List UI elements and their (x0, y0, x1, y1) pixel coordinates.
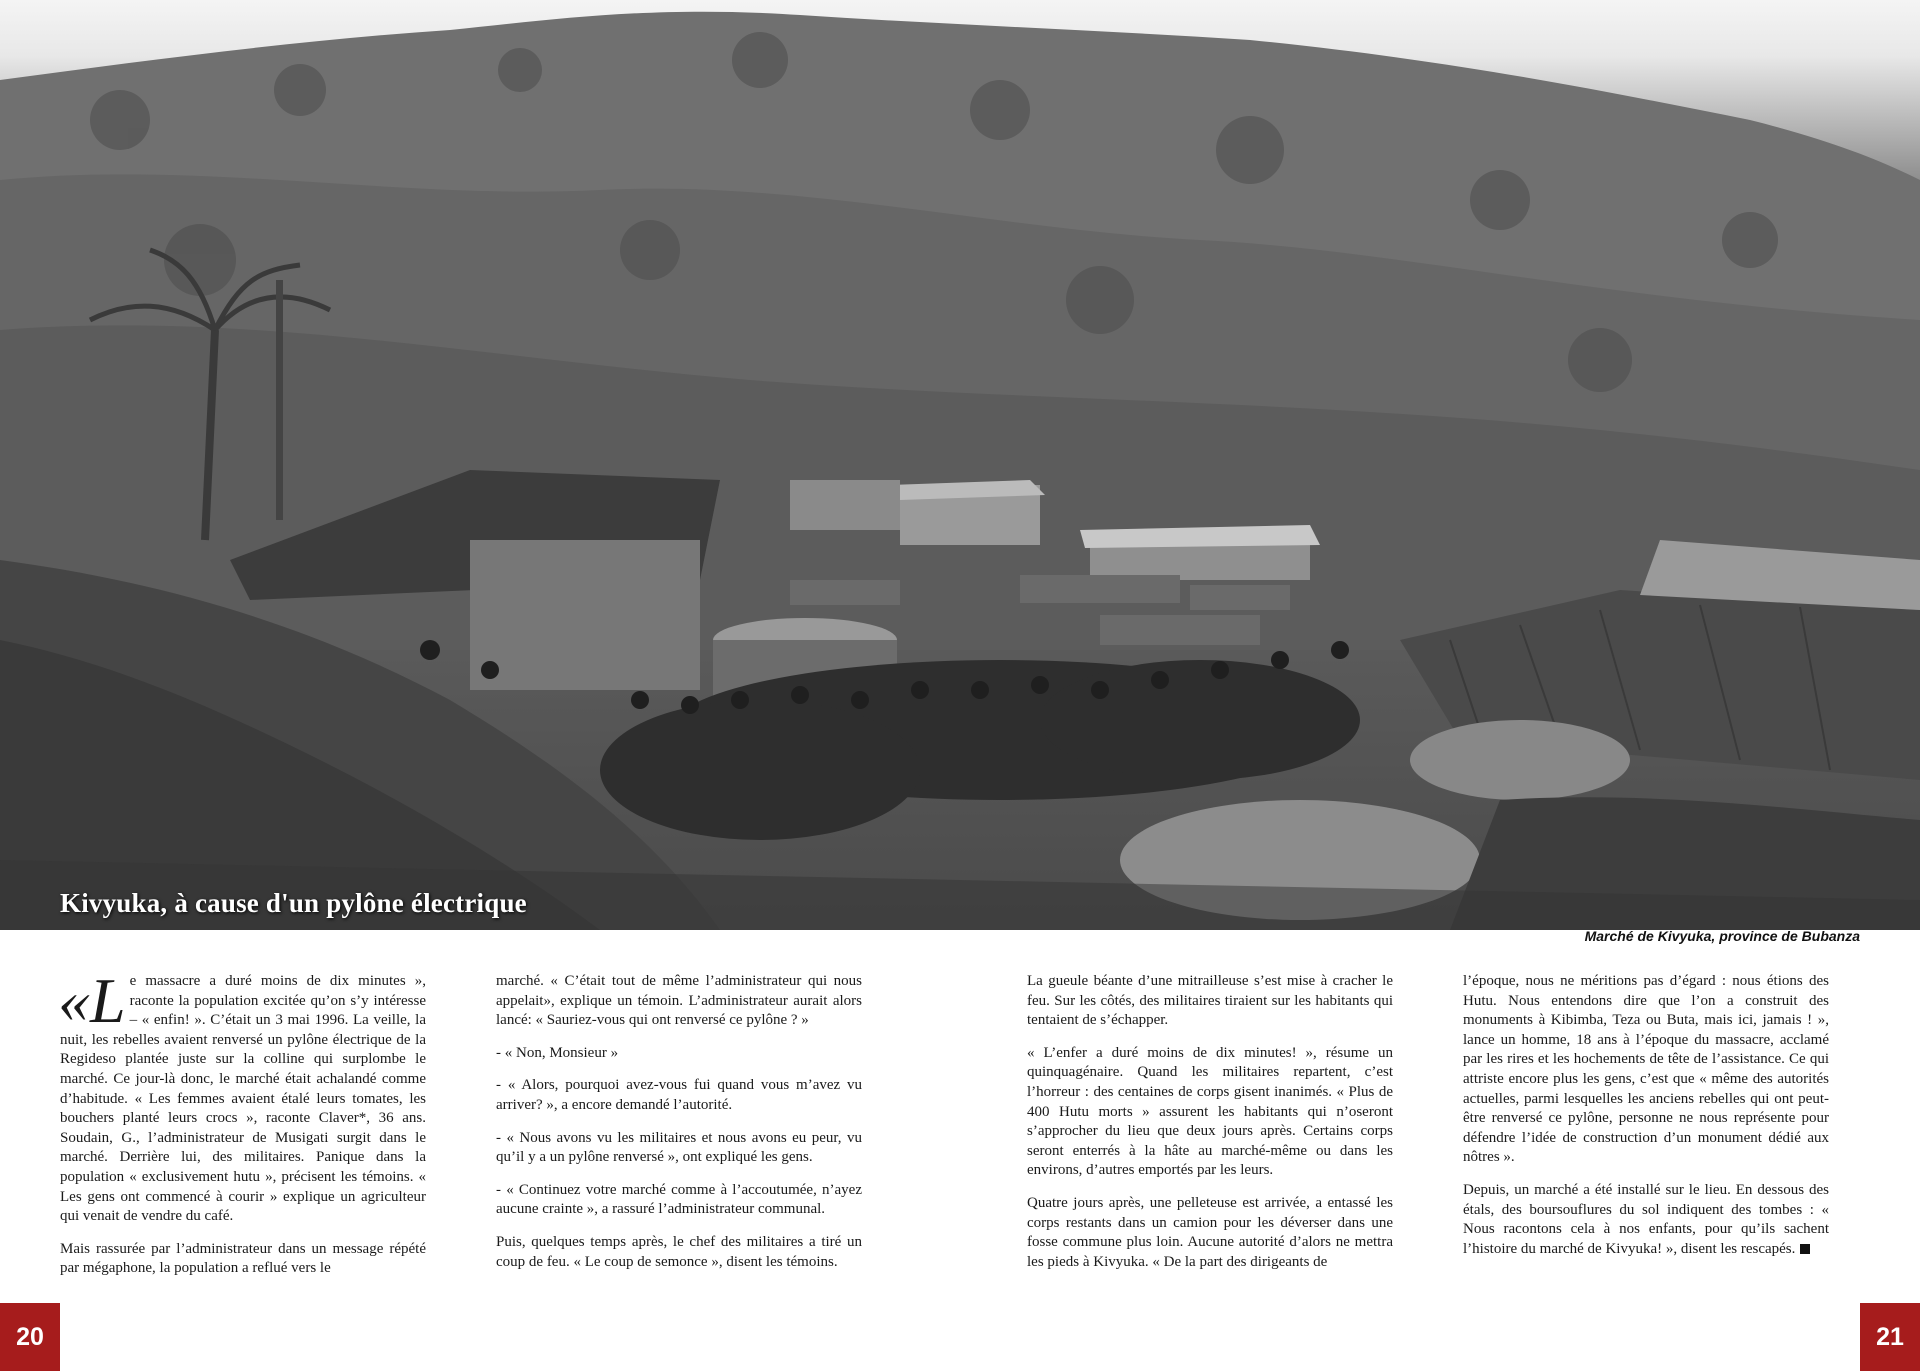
paragraph (1463, 1181, 1829, 1259)
paragraph-text: La gueule béante d’une mitrailleuse s’est mise à cracher le feu. Sur les côtés, des militaires tiraient sur les habitants qui tentaient de s’échapper. (1027, 973, 1393, 1029)
paragraph (496, 1044, 862, 1064)
paragraph (496, 1076, 862, 1115)
paragraph (1027, 1044, 1393, 1181)
end-mark-icon (1800, 1244, 1810, 1254)
paragraph-text: « L’enfer a duré moins de dix minutes! », résume un quinquagénaire. Quand les militaires repartent, c’est l’horreur : des centaines de corps gisent inanimés. « Plus de 400 Hutu morts » assurent les habitants qui n’oseront s’approcher du lieu que deux jours après. Certains corps seront enterrés à la hâte au marché-même ou dans les environs, d’autres emportés par les leurs. (1027, 1044, 1393, 1179)
page-number-left: 20 (0, 1303, 60, 1371)
page-number-right: 21 (1860, 1303, 1920, 1371)
paragraph-text: - « Non, Monsieur » (496, 1044, 619, 1061)
paragraph-text: - « Continuez votre marché comme à l’accoutumée, n’ayez aucune crainte », a rassuré l’administrateur communal. (496, 1181, 862, 1218)
article-title: Kivyuka, à cause d'un pylône électrique (60, 888, 527, 918)
text-column-1 (58, 965, 426, 1292)
paragraph-text: Depuis, un marché a été installé sur le lieu. En dessous des étals, des boursouflures du sol indiquent des tombes : « Nous racontons cela à nos enfants, pour qu’ils sachent l’histoire du marché de Kivyuka! », disent les rescapés. (1463, 1181, 1829, 1257)
paragraph-text: e massacre a duré moins de dix minutes », raconte la population excitée qu’on s’y intéresse – « enfin! ». C’était un 3 mai 1996. La veille, la nuit, les rebelles avaient renversé un pylône électrique de la Regideso plantée juste sur la colline qui surplombe le marché. Ce jour-là donc, le marché était achalandé comme d’habitude. « Les femmes avaient étalé leurs tomates, les bouchers planté leurs crocs », raconte Claver*, 36 ans. Soudain, G., l’administrateur de Musigati surgit dans le marché. Derrière lui, des militaires. Panique dans la population « exclusivement hutu », précisent les témoins. « Les gens ont commencé à courir » explique un agriculteur qui venait de vendre du café. (60, 973, 426, 1225)
paragraph (496, 1233, 862, 1272)
paragraph (1027, 1194, 1393, 1272)
paragraph-text: marché. « C’était tout de même l’administrateur qui nous appelait», explique un témoin. L’administrateur aurait alors lancé: « Sauriez-vous qui ont renversé ce pylône ? » (496, 973, 862, 1029)
drop-cap: «L (58, 965, 126, 1036)
paragraph-text: Puis, quelques temps après, le chef des militaires a tiré un coup de feu. « Le coup de semonce », disent les témoins. (496, 1233, 862, 1270)
paragraph-text: Mais rassurée par l’administrateur dans un message répété par mégaphone, la population a reflué vers le (60, 1240, 426, 1277)
paragraph-text: Quatre jours après, une pelleteuse est arrivée, a entassé les corps restants dans un camion pour les déverser dans une fosse commune plus loin. Aucune autorité d’alors ne mettra les pieds à Kivyuka. « De la part des dirigeants de (1027, 1194, 1393, 1270)
paragraph (1027, 972, 1393, 1031)
paragraph-text: - « Alors, pourquoi avez-vous fui quand vous m’avez vu arriver? », a encore demandé l’autorité. (496, 1077, 862, 1113)
paragraph (496, 1129, 862, 1168)
text-column-4 (1463, 972, 1829, 1272)
text-column-2 (496, 972, 862, 1285)
paragraph-text: l’époque, nous ne méritions pas d’égard : nous étions des Hutu. Nous entendons dire que l’on a construit des monuments à Kibimba, Teza ou Buta, mais ici, jamais ! », lance un homme, 18 ans à l’époque du massacre, acclamé par les rires et les hochements de tête de l’assistance. Ce qui attriste encore plus les gens, c’est que « même des autorités actuelles, parmi lesquelles les anciens rebelles qui ont peut-être renversé ce pylône, personne ne nous représente pour défendre l’idée de construction d’un monument dédié aux nôtres ». (1463, 973, 1829, 1166)
paragraph-text: - « Nous avons vu les militaires et nous avons eu peur, vu qu’il y a un pylône renversé », ont expliqué les gens. (496, 1129, 862, 1166)
paragraph (58, 965, 426, 1227)
paragraph (1463, 972, 1829, 1168)
paragraph (60, 1240, 426, 1279)
photo-caption: Marché de Kivyuka, province de Bubanza (1584, 928, 1860, 944)
paragraph (496, 1181, 862, 1220)
paragraph (496, 972, 862, 1031)
text-column-3 (1027, 972, 1393, 1285)
